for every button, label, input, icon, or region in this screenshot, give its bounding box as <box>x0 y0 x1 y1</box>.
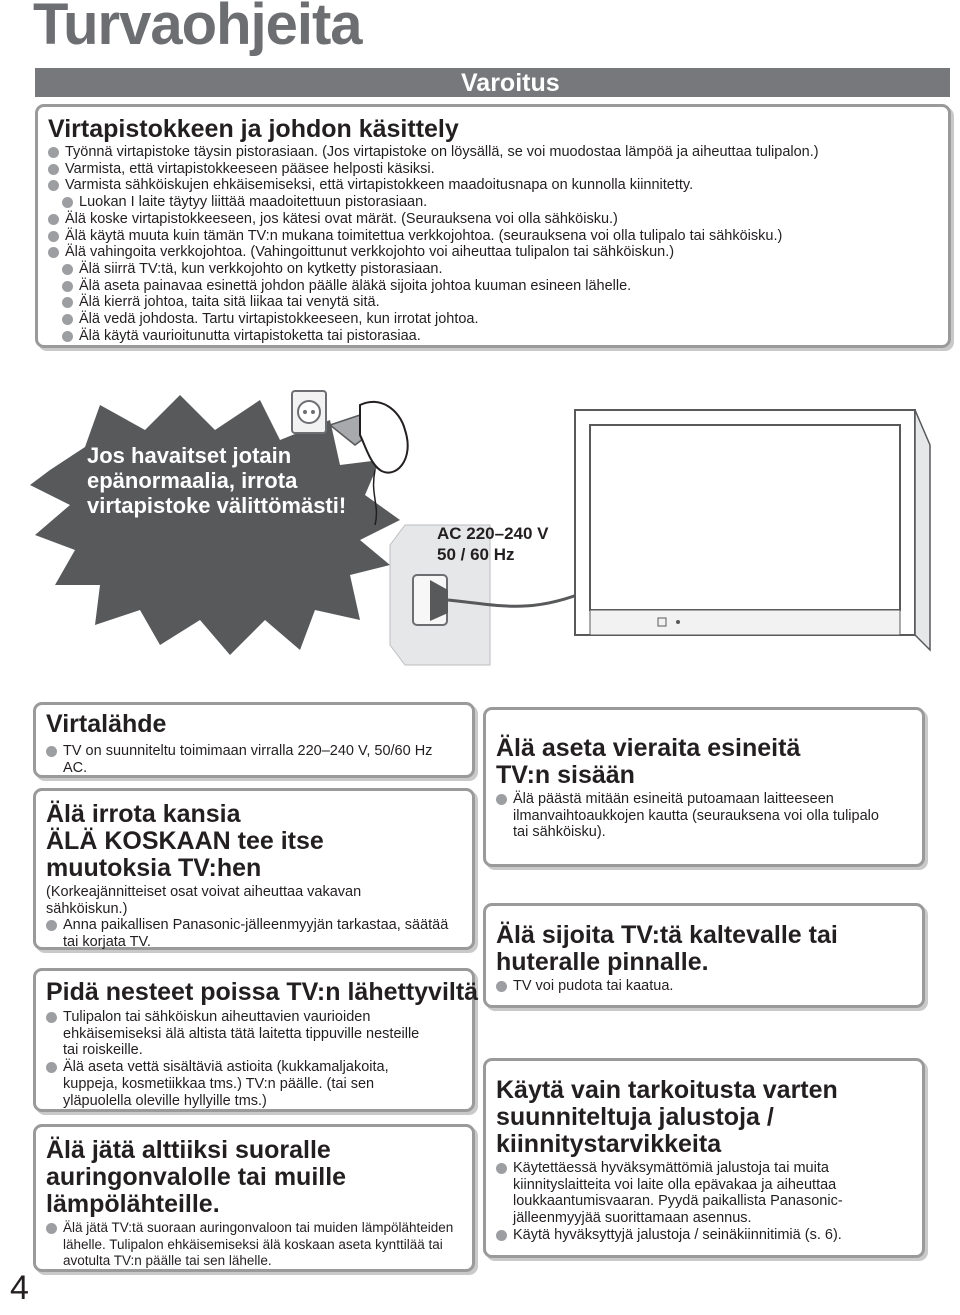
tv-screen-icon <box>590 425 900 610</box>
list-item <box>46 1009 426 1059</box>
auringonvalo-item: Älä jätä TV:tä suoraan auringonvaloon tai muiden lämpölähteiden lähelle. Tulipalon ehkäisemiseksi älä koskaan aseta kynttilää tai avotulta TV:n päälle tai sen lähelle. <box>46 1220 468 1270</box>
bullet-icon <box>48 214 59 225</box>
power-cord-section <box>35 104 951 348</box>
kaltevalle-title-1: Älä sijoita TV:tä kaltevalle tai <box>496 921 838 949</box>
power-cord-section-title: Virtapistokkeen ja johdon käsittely <box>48 115 459 143</box>
auringonvalo-title-1: Älä jätä alttiiksi suoralle <box>46 1136 331 1164</box>
vieraat-title-2: TV:n sisään <box>496 761 635 789</box>
list-item-text: Älä kierrä johtoa, taita sitä liikaa tai venytä sitä. <box>79 294 380 311</box>
power-cord-list <box>48 144 948 344</box>
voltage-label: AC 220–240 V <box>437 524 549 543</box>
nesteet-section <box>33 968 479 1112</box>
list-item-text: Älä käytä vaurioitunutta virtapistoketta tai pistorasiaa. <box>79 327 421 344</box>
list-item-text: Älä käytä muuta kuin tämän TV:n mukana toimitettua verkkojohtoa. (seurauksena voi olla tulipalo tai sähköisku.) <box>65 227 783 244</box>
list-item <box>62 294 948 311</box>
list-item <box>62 278 948 295</box>
kaltevalle-item: TV voi pudota tai kaatua. <box>496 978 922 995</box>
list-item-text: Älä koske virtapistokkeeseen, jos kätesi ovat märät. (Seurauksena voi olla sähköisku.) <box>65 210 618 227</box>
warning-line-1: Jos havaitset jotain <box>87 443 292 468</box>
list-item <box>48 244 948 261</box>
bullet-icon <box>496 1163 507 1174</box>
bullet-icon <box>62 297 73 308</box>
list-item-text: Älä aseta vettä sisältäviä astioita (kukkamaljakoita, kuppeja, kosmetiikkaa tms.) TV:n päälle. (tai sen yläpuolella oleville hyllyille tms.) <box>63 1059 389 1109</box>
kansia-section <box>33 788 475 950</box>
bullet-icon <box>48 180 59 191</box>
bullet-icon <box>46 920 57 931</box>
list-item <box>46 1059 426 1109</box>
bullet-icon <box>48 231 59 242</box>
warning-line-3: virtapistoke välittömästi! <box>87 493 347 518</box>
auringonvalo-section <box>33 1124 475 1272</box>
nesteet-list <box>46 1009 426 1109</box>
warning-banner-label: Varoitus <box>461 69 560 97</box>
jalustat-title-2: suunniteltuja jalustoja / <box>496 1103 774 1131</box>
list-item <box>496 1227 888 1244</box>
list-item <box>62 311 948 328</box>
bullet-icon <box>48 147 59 158</box>
illustration <box>30 385 950 695</box>
list-item <box>48 161 948 178</box>
jalustat-list <box>496 1160 888 1244</box>
list-item-text: Varmista, että virtapistokkeeseen pääsee helposti käsiksi. <box>65 160 435 177</box>
virtalahde-title: Virtalähde <box>46 710 167 738</box>
list-item <box>48 228 948 245</box>
list-item-text: Älä vahingoita verkkojohtoa. (Vahingoittunut verkkojohto voi aiheuttaa tulipalon tai sähköiskun.) <box>65 244 675 261</box>
page-number: 4 <box>10 1269 29 1307</box>
list-item <box>62 328 948 345</box>
bullet-icon <box>62 331 73 342</box>
list-item-text: Käytä hyväksyttyjä jalustoja / seinäkiinnitimiä (s. 6). <box>513 1226 842 1243</box>
kansia-title-1: Älä irrota kansia <box>46 800 241 828</box>
bullet-icon <box>496 794 507 805</box>
list-item <box>48 211 948 228</box>
bullet-icon <box>48 164 59 175</box>
kansia-title-3: muutoksia TV:hen <box>46 854 262 882</box>
page-title: Turvaohjeita <box>33 0 362 57</box>
bullet-icon <box>46 1223 57 1234</box>
list-item <box>48 144 948 161</box>
list-item-text: Tulipalon tai sähköiskun aiheuttavien vaurioiden ehkäisemiseksi älä altista tätä laitetta tippuville nesteille tai roiskeille. <box>63 1009 420 1059</box>
power-spec <box>437 523 549 565</box>
kaltevalle-section <box>483 903 925 1008</box>
kansia-title-2: ÄLÄ KOSKAAN tee itse <box>46 827 324 855</box>
bullet-icon <box>62 264 73 275</box>
bullet-icon <box>48 247 59 258</box>
nesteet-title: Pidä nesteet poissa TV:n lähettyviltä <box>46 978 479 1006</box>
kansia-item: Anna paikallisen Panasonic-jälleenmyyjän tarkastaa, säätää tai korjata TV. <box>46 917 463 950</box>
list-item-text: Älä vedä johdosta. Tartu virtapistokkeeseen, kun irrotat johtoa. <box>79 311 479 328</box>
warning-line-2: epänormaalia, irrota <box>87 468 298 493</box>
bullet-icon <box>46 746 57 757</box>
list-item <box>62 194 948 211</box>
jalustat-section <box>483 1058 925 1258</box>
list-item <box>48 177 948 194</box>
list-item-text: Varmista sähköiskujen ehkäisemiseksi, että virtapistokkeen maadoitusnapa on kunnolla kiinnitetty. <box>65 177 694 194</box>
vieraat-section <box>483 707 925 867</box>
auringonvalo-title-2: auringonvalolle tai muille <box>46 1163 347 1191</box>
kaltevalle-title-2: huteralle pinnalle. <box>496 948 709 976</box>
bullet-icon <box>496 1230 507 1241</box>
bullet-icon <box>62 314 73 325</box>
list-item-text: Älä aseta painavaa esinettä johdon päälle äläkä sijoita johtoa kuuman esineen lähelle. <box>79 277 632 294</box>
bullet-icon <box>46 1062 57 1073</box>
warning-message <box>87 443 346 518</box>
warning-banner <box>35 68 950 97</box>
list-item-text: Älä siirrä TV:tä, kun verkkojohto on kytketty pistorasiaan. <box>79 260 443 277</box>
jalustat-title-1: Käytä vain tarkoitusta varten <box>496 1076 838 1104</box>
bullet-icon <box>62 197 73 208</box>
list-item-text: Työnnä virtapistoke täysin pistorasiaan. (Jos virtapistoke on löysällä, se voi muodostaa lämpöä ja aiheuttaa tulipalon.) <box>65 144 819 160</box>
virtalahde-item: TV on suunniteltu toimimaan virralla 220–240 V, 50/60 Hz AC. <box>46 743 443 776</box>
auringonvalo-title-3: lämpölähteille. <box>46 1190 220 1218</box>
frequency-label: 50 / 60 Hz <box>437 545 515 564</box>
vieraat-title-1: Älä aseta vieraita esineitä <box>496 734 801 762</box>
list-item-text: Käytettäessä hyväksymättömiä jalustoja tai muita kiinnityslaitteita voi laite olla epävakaa ja aiheuttaa loukkaantumisvaaran. Pyydä paikallista Panasonic-jälleenmyyjää suorittamaan asennus. <box>513 1160 843 1227</box>
jalustat-title-3: kiinnitystarvikkeita <box>496 1130 722 1158</box>
bullet-icon <box>62 281 73 292</box>
list-item <box>62 261 948 278</box>
list-item <box>496 1160 888 1227</box>
list-item-text: Luokan I laite täytyy liittää maadoitettuun pistorasiaan. <box>79 194 428 211</box>
bullet-icon <box>46 1012 57 1023</box>
kansia-note: (Korkeajännitteiset osat voivat aiheuttaa vakavan sähköiskun.) <box>46 884 362 917</box>
bullet-icon <box>496 981 507 992</box>
vieraat-item: Älä päästä mitään esineitä putoamaan laitteeseen ilmanvaihtoaukkojen kautta (seurauksena voi olla tulipalo tai sähköisku). <box>496 791 898 841</box>
virtalahde-section <box>33 702 475 778</box>
